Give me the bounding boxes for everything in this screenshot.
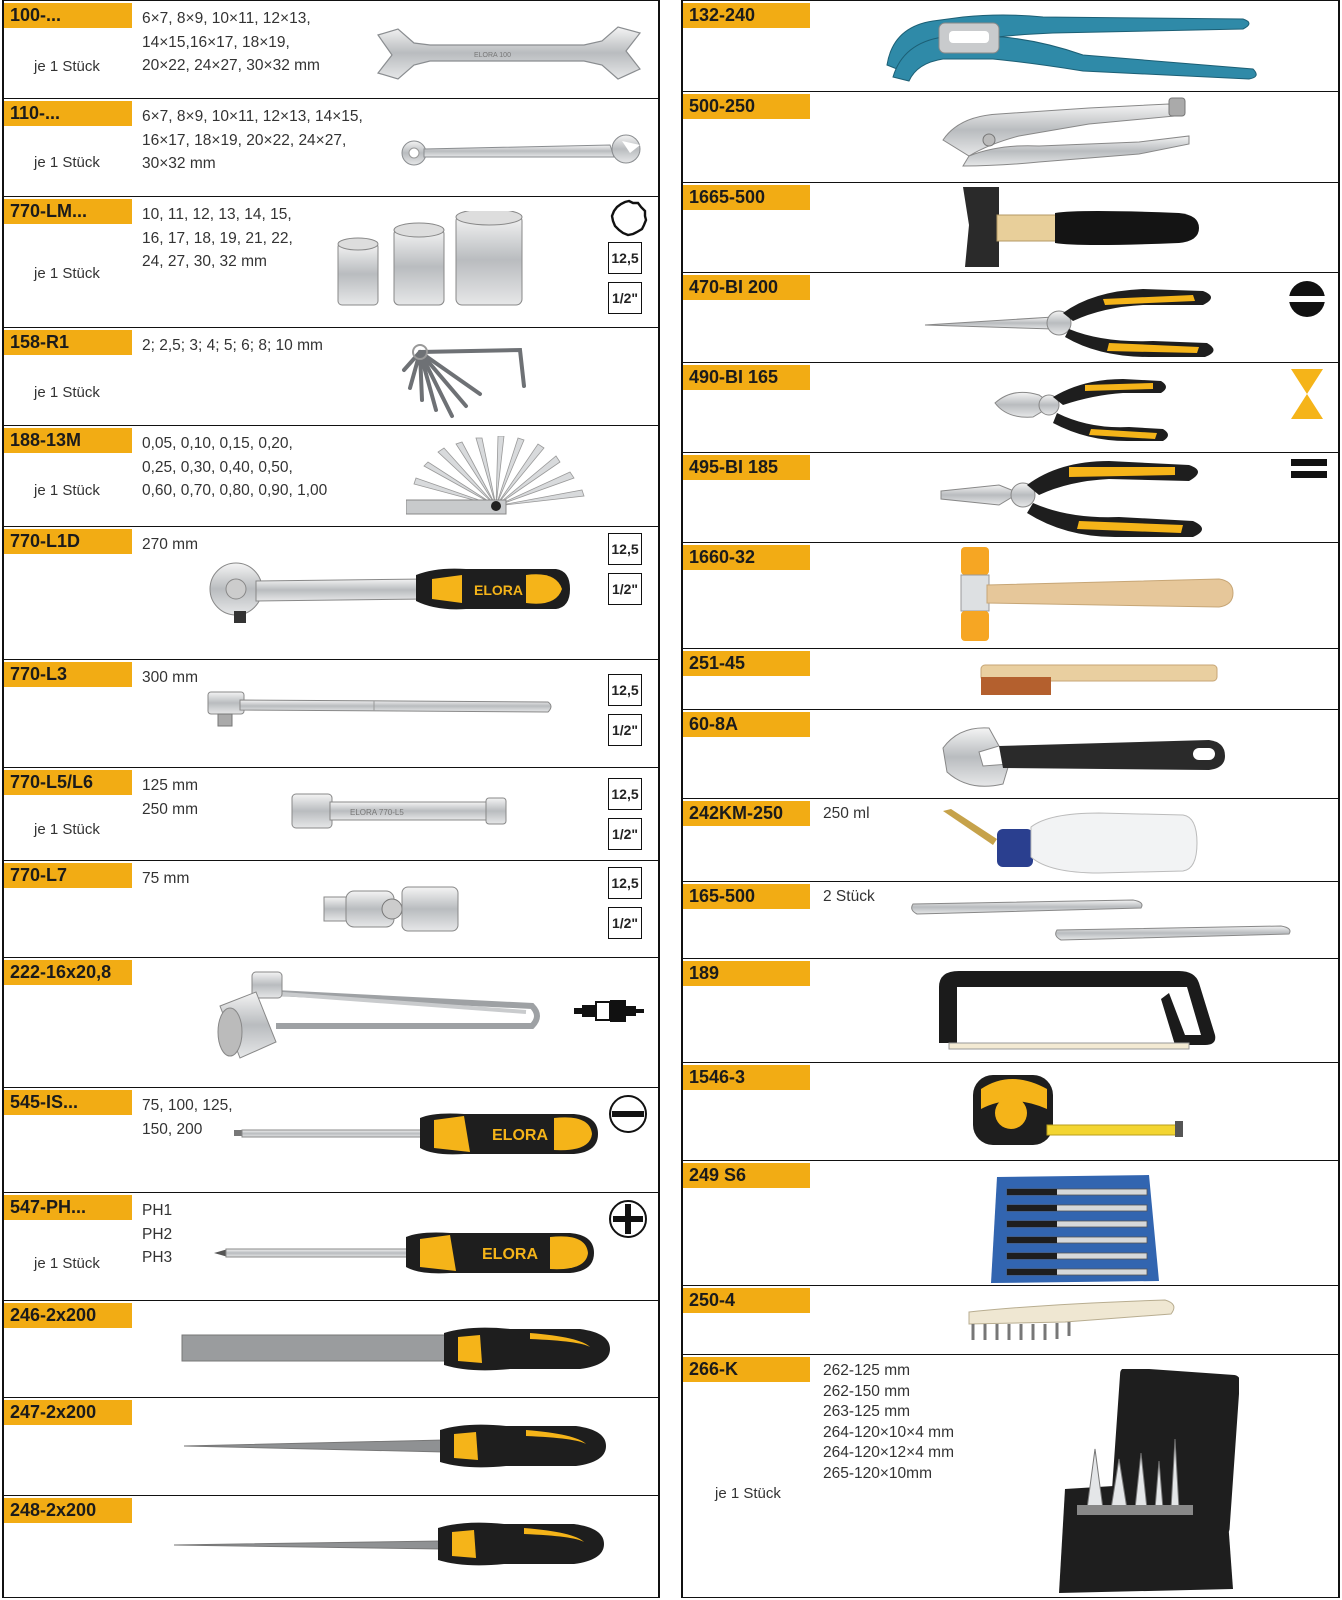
drive-size-badge: 1/2" — [608, 907, 642, 939]
size-list — [142, 203, 293, 274]
quantity-label: je 1 Stück — [34, 265, 100, 282]
quantity-label: je 1 Stück — [715, 1485, 781, 1502]
size-list — [142, 7, 320, 78]
phillips-screwdriver-icon — [214, 1227, 604, 1279]
adjustable-wrench-icon — [939, 722, 1229, 792]
product-code: 248-2x200 — [4, 1498, 132, 1523]
size-line: 250 ml — [823, 805, 870, 822]
12-point-socket-icon — [610, 199, 648, 237]
quantity-label: je 1 Stück — [34, 154, 100, 171]
size-line: 30×32 mm — [142, 155, 216, 172]
product-row-500-250 — [683, 91, 1338, 182]
product-code: 110-... — [4, 101, 132, 126]
feeler-gauge-icon — [406, 436, 590, 520]
size-line: PH1 — [142, 1202, 173, 1219]
size-line: 263-125 mm — [823, 1403, 911, 1420]
product-code: 158-R1 — [4, 330, 132, 355]
size-list — [142, 774, 198, 821]
drive-size-badge: 12,5 — [608, 533, 642, 565]
tape-measure-icon — [971, 1069, 1191, 1153]
soft-face-mallet-icon — [959, 545, 1243, 645]
size-line: 300 mm — [142, 669, 198, 686]
size-line: 150, 200 — [142, 1120, 203, 1138]
product-code: 547-PH... — [4, 1195, 132, 1220]
size-line: 0,60, 0,70, 0,80, 0,90, 1,00 — [142, 482, 328, 499]
product-row-189 — [683, 958, 1338, 1062]
product-row-547-ph — [4, 1192, 658, 1300]
product-row-770-l1d — [4, 526, 658, 659]
product-row-250-4 — [683, 1285, 1338, 1354]
spark-plug-wrench-icon — [216, 966, 546, 1070]
product-row-110 — [4, 98, 658, 196]
size-line: 2; 2,5; 3; 4; 5; 6; 8; 10 mm — [142, 337, 323, 354]
hex-key-set-icon — [400, 336, 540, 422]
size-line: 0,05, 0,10, 0,15, 0,20, — [142, 435, 293, 452]
product-code: 1660-32 — [683, 545, 810, 570]
size-line: 16×17, 18×19, 20×22, 24×27, — [142, 131, 347, 149]
product-row-246 — [4, 1300, 658, 1397]
size-list — [142, 334, 323, 358]
needle-file-set-icon — [987, 1173, 1161, 1285]
long-nose-pliers-icon — [923, 281, 1223, 361]
svg-text:ELORA: ELORA — [492, 1127, 548, 1144]
size-line: 125 mm — [142, 777, 198, 794]
quantity-label: je 1 Stück — [34, 1255, 100, 1272]
size-list — [142, 1199, 172, 1270]
size-line: 20×22, 24×27, 30×32 mm — [142, 57, 320, 74]
product-row-770-l5-l6 — [4, 767, 658, 860]
size-line: 264-120×10×4 mm — [823, 1423, 954, 1441]
drive-size-badge: 1/2" — [608, 573, 642, 605]
double-bar-icon — [1291, 457, 1327, 481]
ratchet-icon — [206, 557, 586, 627]
socket-set-icon — [334, 211, 534, 311]
size-line: 262-125 mm — [823, 1362, 911, 1379]
size-line: PH3 — [142, 1249, 173, 1266]
product-code: 249 S6 — [683, 1163, 810, 1188]
product-row-495-bi-185 — [683, 452, 1338, 542]
product-code: 247-2x200 — [4, 1400, 132, 1425]
drive-size-badge: 1/2" — [608, 282, 642, 314]
product-row-490-bi-165 — [683, 362, 1338, 452]
wire-brush-icon — [965, 1298, 1179, 1344]
product-code: 490-BI 165 — [683, 365, 810, 390]
locking-pliers-icon — [939, 96, 1191, 178]
double-open-end-wrench-icon — [374, 25, 644, 83]
product-row-1546-3 — [683, 1062, 1338, 1160]
size-list — [142, 105, 363, 176]
size-list — [823, 887, 875, 908]
size-list — [142, 1094, 233, 1141]
product-code: 1665-500 — [683, 185, 810, 210]
slotted-head-icon — [608, 1094, 648, 1134]
size-list — [142, 533, 198, 557]
machinist-hammer-icon — [959, 185, 1207, 271]
svg-text:ELORA 100: ELORA 100 — [474, 52, 511, 59]
product-row-251-45 — [683, 648, 1338, 709]
spark-plug-icon — [570, 998, 646, 1024]
size-line: 2 Stück — [823, 888, 875, 905]
product-code: 500-250 — [683, 94, 810, 119]
round-file-icon — [172, 1518, 622, 1570]
brass-brush-icon — [979, 661, 1219, 697]
drive-size-badge: 1/2" — [608, 714, 642, 746]
product-code: 545-IS... — [4, 1090, 132, 1115]
universal-joint-icon — [322, 883, 464, 935]
product-code: 770-L1D — [4, 529, 132, 554]
product-code: 266-K — [683, 1357, 810, 1382]
product-row-132-240 — [683, 0, 1338, 91]
phillips-head-icon — [608, 1199, 648, 1239]
product-row-770-lm — [4, 196, 658, 327]
product-code: 770-L5/L6 — [4, 770, 132, 795]
drive-size-badge: 1/2" — [608, 818, 642, 850]
size-line: 14×15,16×17, 18×19, — [142, 33, 290, 51]
size-list — [142, 666, 198, 690]
drive-size-badge: 12,5 — [608, 674, 642, 706]
product-code: 60-8A — [683, 712, 810, 737]
product-code: 495-BI 185 — [683, 455, 810, 480]
size-line: 75, 100, 125, — [142, 1097, 233, 1114]
product-code: 222-16x20,8 — [4, 960, 132, 985]
extension-bar-icon — [290, 790, 516, 834]
size-line: 250 mm — [142, 800, 198, 818]
product-code: 188-13M — [4, 428, 132, 453]
diagonal-cutters-icon — [993, 373, 1173, 443]
half-round-file-icon — [182, 1420, 622, 1472]
size-line: 16, 17, 18, 19, 21, 22, — [142, 229, 293, 247]
product-row-188-13m — [4, 425, 658, 526]
hacksaw-icon — [929, 963, 1229, 1059]
water-pump-pliers-icon — [883, 7, 1263, 85]
size-list — [142, 867, 189, 891]
size-line: PH2 — [142, 1225, 173, 1243]
product-code: 250-4 — [683, 1288, 810, 1313]
hourglass-icon — [1289, 367, 1325, 421]
round-jaw-icon — [1287, 279, 1327, 319]
product-row-266-k — [683, 1354, 1338, 1598]
size-line: 264-120×12×4 mm — [823, 1444, 954, 1461]
size-line: 24, 27, 30, 32 mm — [142, 253, 267, 270]
size-line: 6×7, 8×9, 10×11, 12×13, — [142, 10, 311, 27]
flat-file-icon — [180, 1323, 620, 1375]
drive-size-badge: 12,5 — [608, 242, 642, 274]
slotted-screwdriver-icon — [234, 1108, 604, 1158]
right-column — [681, 0, 1340, 1598]
product-row-1665-500 — [683, 182, 1338, 272]
product-code: 770-L3 — [4, 662, 132, 687]
sliding-t-handle-icon — [204, 688, 556, 732]
quantity-label: je 1 Stück — [34, 821, 100, 838]
drive-size-badge: 12,5 — [608, 867, 642, 899]
product-code: 132-240 — [683, 3, 810, 28]
product-code: 470-BI 200 — [683, 275, 810, 300]
product-row-470-bi-200 — [683, 272, 1338, 362]
product-code: 251-45 — [683, 651, 810, 676]
size-line: 262-150 mm — [823, 1382, 911, 1400]
product-row-248 — [4, 1495, 658, 1598]
product-row-247 — [4, 1397, 658, 1495]
tire-levers-icon — [909, 896, 1295, 948]
size-line: 0,25, 0,30, 0,40, 0,50, — [142, 458, 293, 476]
product-row-545-is — [4, 1087, 658, 1192]
size-line: 270 mm — [142, 536, 198, 553]
product-row-165-500 — [683, 881, 1338, 958]
size-list — [823, 804, 870, 825]
product-code: 1546-3 — [683, 1065, 810, 1090]
product-code: 242KM-250 — [683, 801, 810, 826]
product-code: 165-500 — [683, 884, 810, 909]
svg-text:ELORA: ELORA — [474, 582, 523, 598]
combination-wrench-icon — [400, 131, 645, 171]
combination-pliers-icon — [939, 457, 1215, 541]
quantity-label: je 1 Stück — [34, 58, 100, 75]
product-code: 770-LM... — [4, 199, 132, 224]
size-line: 75 mm — [142, 870, 190, 887]
product-row-242km-250 — [683, 798, 1338, 881]
punch-chisel-set-icon — [1055, 1369, 1239, 1595]
product-row-60-8a — [683, 709, 1338, 798]
product-row-1660-32 — [683, 542, 1338, 648]
size-list — [142, 432, 327, 503]
product-row-158-r1 — [4, 327, 658, 425]
left-column — [2, 0, 660, 1598]
product-code: 770-L7 — [4, 863, 132, 888]
product-row-100 — [4, 0, 658, 98]
size-list — [823, 1361, 954, 1484]
svg-text:ELORA: ELORA — [482, 1246, 538, 1263]
product-code: 100-... — [4, 3, 132, 28]
size-line: 6×7, 8×9, 10×11, 12×13, 14×15, — [142, 108, 363, 125]
quantity-label: je 1 Stück — [34, 482, 100, 499]
size-line: 10, 11, 12, 13, 14, 15, — [142, 206, 292, 223]
product-row-249-s6 — [683, 1160, 1338, 1285]
product-row-770-l3 — [4, 659, 658, 767]
size-line: 265-120×10mm — [823, 1464, 932, 1482]
product-code: 189 — [683, 961, 810, 986]
product-code: 246-2x200 — [4, 1303, 132, 1328]
product-row-770-l7 — [4, 860, 658, 957]
oil-can-icon — [939, 805, 1201, 879]
product-row-222 — [4, 957, 658, 1087]
svg-text:ELORA 770-L5: ELORA 770-L5 — [350, 808, 404, 817]
drive-size-badge: 12,5 — [608, 778, 642, 810]
quantity-label: je 1 Stück — [34, 384, 100, 401]
